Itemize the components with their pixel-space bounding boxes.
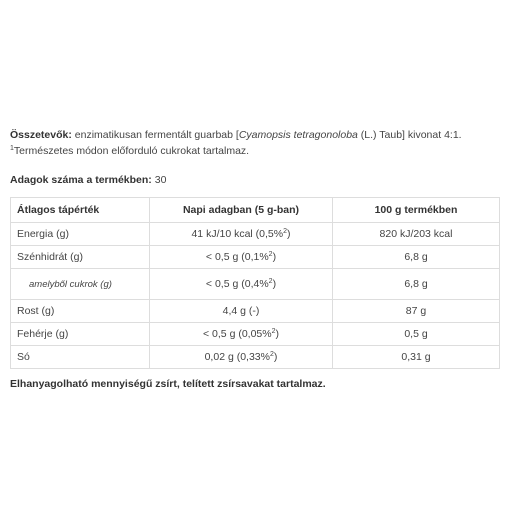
table-header-row: [11, 198, 500, 223]
fat-note: Elhanyagolható mennyiségű zsírt, telített zsírsavakat tartalmaz.: [10, 378, 326, 390]
daily-value: 4,4 g (-): [150, 300, 333, 323]
header-nutrient: Átlagos tápérték: [11, 198, 150, 223]
ingredients-label: Összetevők:: [10, 129, 72, 141]
table-row: [11, 300, 500, 323]
per100-value: 6,8 g: [333, 246, 500, 269]
ingredients-text-2: (L.) Taub] kivonat 4:1.: [357, 129, 462, 141]
servings-line: [10, 173, 500, 187]
daily-value: 0,02 g (0,33%$^2$): [150, 346, 333, 369]
ingredients-text-1: enzimatikusan fermentált guarbab [: [71, 129, 239, 141]
ingredients-latin-name: Cyamopsis tetragonoloba: [238, 129, 358, 141]
table-row: [11, 223, 500, 246]
daily-value: < 0,5 g (0,1%$^2$): [150, 246, 333, 269]
per100-value: 0,5 g: [333, 323, 500, 346]
servings-label: Adagok száma a termékben:: [10, 174, 152, 186]
nutrient-name: Só: [11, 346, 150, 369]
servings-value: 30: [151, 174, 167, 186]
table-row: [11, 346, 500, 369]
nutrient-name: Fehérje (g): [11, 323, 150, 346]
table-row: [11, 246, 500, 269]
header-per-100g: 100 g termékben: [333, 198, 500, 223]
table-row: [11, 323, 500, 346]
header-daily-serving: Napi adagban (5 g-ban): [150, 198, 333, 223]
daily-value: 41 kJ/10 kcal (0,5%$^2$): [150, 223, 333, 246]
ingredients-footnote-mark: 1: [10, 145, 14, 152]
nutrient-name: amelyből cukrok (g): [11, 269, 150, 300]
daily-value: < 0,5 g (0,05%$^2$): [150, 323, 333, 346]
nutrient-name: Energia (g): [11, 223, 150, 246]
per100-value: 820 kJ/203 kcal: [333, 223, 500, 246]
ingredients-text-3: Természetes módon előforduló cukrokat tartalmaz.: [13, 145, 250, 157]
nutrition-table: [10, 197, 500, 369]
daily-value: < 0,5 g (0,4%$^2$): [150, 269, 333, 300]
per100-value: 87 g: [333, 300, 500, 323]
nutrient-name: Szénhidrát (g): [11, 246, 150, 269]
ingredients-paragraph: [10, 127, 500, 159]
per100-value: 6,8 g: [333, 269, 500, 300]
product-info: [10, 127, 500, 391]
table-row: [11, 269, 500, 300]
nutrient-name: Rost (g): [11, 300, 150, 323]
per100-value: 0,31 g: [333, 346, 500, 369]
